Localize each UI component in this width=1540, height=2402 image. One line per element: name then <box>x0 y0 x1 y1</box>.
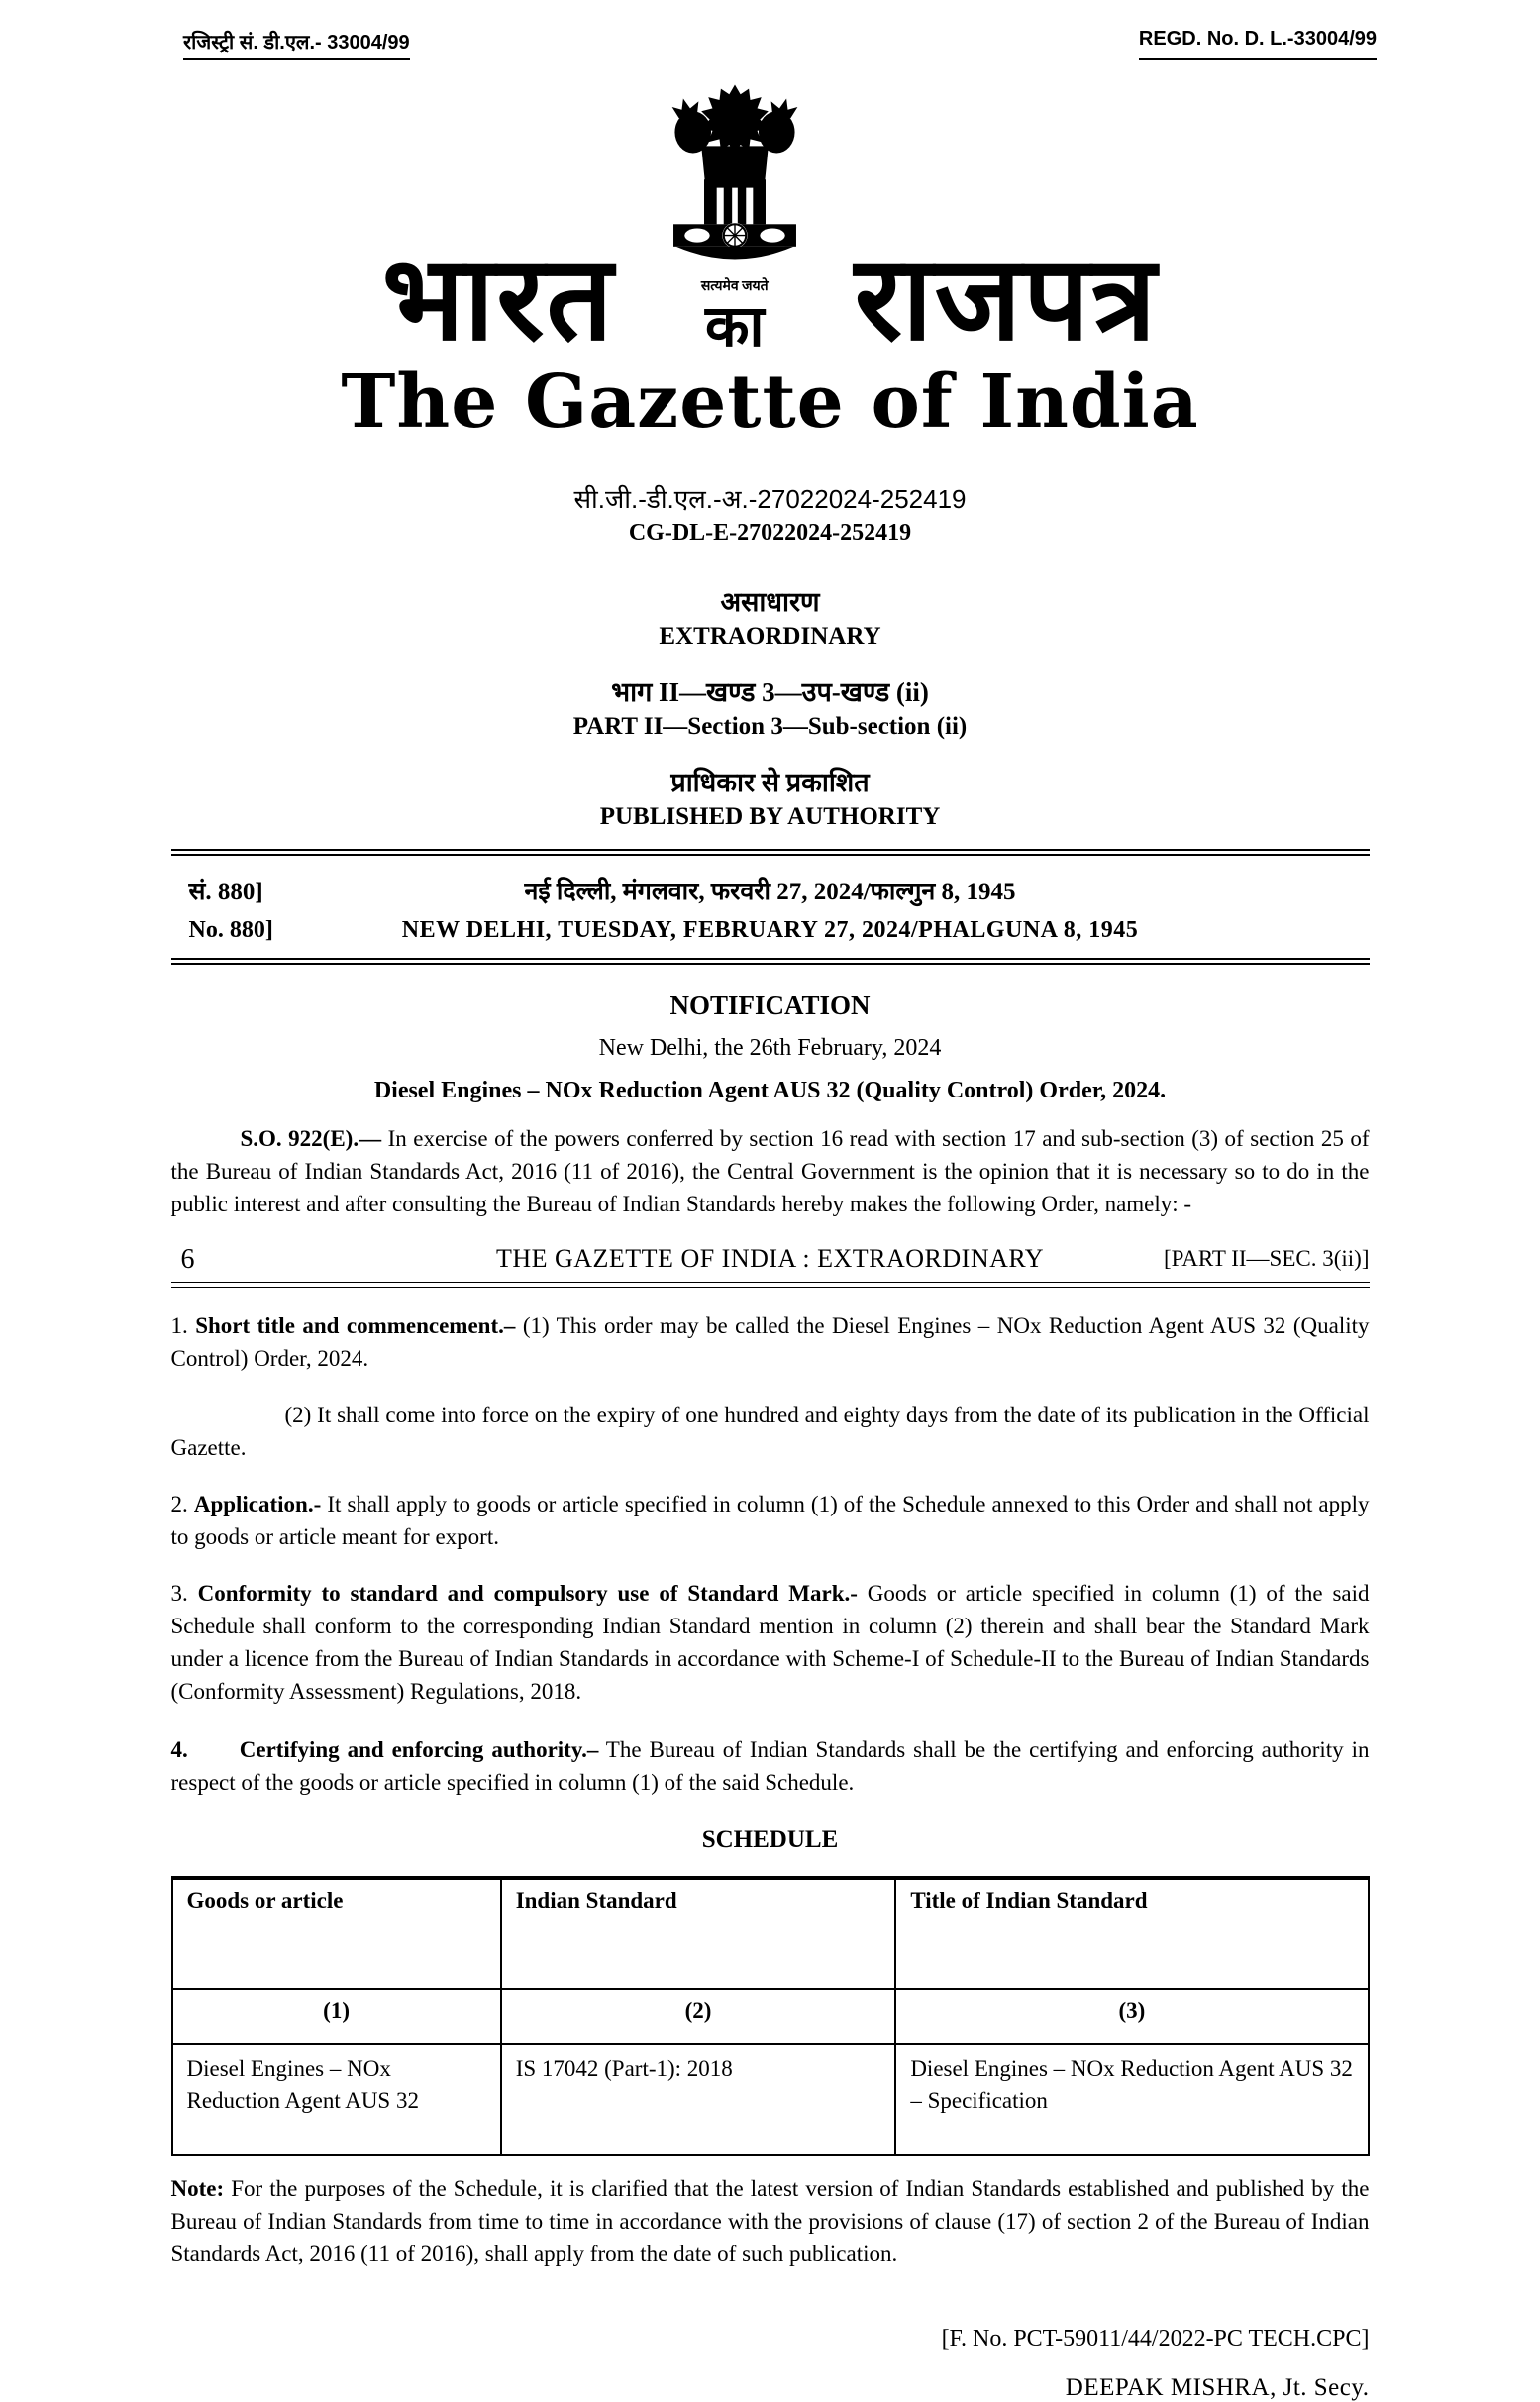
clause-1-text: (1) This order may be called the Diesel Engines – NOx Reduction Agent AUS 32 (Quality Control) Order, 2024. <box>170 1313 1370 1372</box>
gazette-code-hindi: सी.जी.-डी.एल.-अ.-27022024-252419 <box>573 484 967 515</box>
masthead-hindi-center: का <box>704 294 765 359</box>
clause-2-title: Application.- <box>193 1492 322 1517</box>
separator-rule-bottom <box>171 958 1370 965</box>
issue-block <box>171 874 1370 944</box>
clause-1 <box>171 1309 1370 1375</box>
registration-number-english: REGD. No. D. L.-33004/99 <box>1139 28 1377 60</box>
notification-place-date: New Delhi, the 26th February, 2024 <box>598 1035 942 1062</box>
masthead <box>0 76 1540 365</box>
schedule-data-row <box>172 2044 1369 2155</box>
clause-2-number: 2. <box>170 1492 194 1517</box>
note-text: For the purposes of the Schedule, it is clarified that the latest version of Indian Standards established and published by the Bureau of Indian Standards from time to time in accordance with the provisions of clause (17) of section 2 of the Bureau of Indian Standards Act, 2016 (11 of 2016), shall apply from the date of such publication. <box>170 2176 1370 2267</box>
schedule-col-standard: Indian Standard <box>501 1878 896 1989</box>
extraordinary-hindi: असाधारण <box>720 587 820 618</box>
masthead-hindi-left: भारत <box>381 234 615 365</box>
running-header-right: [PART II—SEC. 3(ii)] <box>1163 1246 1370 1272</box>
schedule-col-title: Title of Indian Standard <box>895 1878 1368 1989</box>
schedule-heading: SCHEDULE <box>701 1827 839 1854</box>
registration-number-hindi: रजिस्ट्री सं. डी.एल.- 33004/99 <box>183 28 410 60</box>
issue-row-english <box>171 917 1370 944</box>
gazette-english-title: The Gazette of India <box>341 359 1199 445</box>
clause-1-title: Short title and commencement.– <box>195 1313 516 1339</box>
schedule-colnum-1: (1) <box>172 1989 501 2044</box>
separator-rule-top <box>171 849 1370 856</box>
part-section-english: PART II—Section 3—Sub-section (ii) <box>572 713 968 741</box>
schedule-cell-title: Diesel Engines – NOx Reduction Agent AUS 32 – Specification <box>895 2044 1368 2155</box>
signatory: DEEPAK MISHRA, Jt. Secy. <box>1065 2374 1370 2402</box>
clause-4 <box>171 1733 1370 1799</box>
running-header-rule <box>171 1282 1370 1288</box>
so-text: In exercise of the powers conferred by section 16 read with section 17 and sub-section (3) of section 25 of the Bureau of Indian Standards Act, 2016 (11 of 2016), the Central Government is the opinion that it is necessary so to do in the public interest and after consulting the Bureau of Indian Standards hereby makes the following Order, namely: - <box>170 1126 1370 1217</box>
issue-date-english: NEW DELHI, TUESDAY, FEBRUARY 27, 2024/PHALGUNA 8, 1945 <box>401 917 1139 944</box>
running-header-center: THE GAZETTE OF INDIA : EXTRAORDINARY <box>495 1244 1045 1274</box>
clause-3 <box>171 1577 1370 1708</box>
file-number: [F. No. PCT-59011/44/2022-PC TECH.CPC] <box>941 2326 1370 2352</box>
emblem-motto: सत्यमेव जयते <box>700 279 769 294</box>
schedule-cell-standard: IS 17042 (Part-1): 2018 <box>501 2044 896 2155</box>
clause-4-title: Certifying and enforcing authority.– <box>239 1737 599 1763</box>
lion-capital-icon <box>651 76 819 274</box>
gazette-code-english: CG-DL-E-27022024-252419 <box>628 520 912 547</box>
clause-1-sub-2: (2) It shall come into force on the expiry of one hundred and eighty days from the date of its publication in the Official Gazette. <box>170 1403 1370 1461</box>
extraordinary-english: EXTRAORDINARY <box>659 623 881 651</box>
so-number: S.O. 922(E).— <box>240 1126 382 1152</box>
clause-3-title: Conformity to standard and compulsory use of Standard Mark.- <box>197 1581 858 1607</box>
page-content <box>171 849 1370 2402</box>
note-label: Note: <box>170 2176 225 2202</box>
authority-hindi: प्राधिकार से प्रकाशित <box>670 768 870 798</box>
authority-english: PUBLISHED BY AUTHORITY <box>599 803 941 831</box>
issue-row-hindi <box>171 874 1370 907</box>
schedule-cell-goods: Diesel Engines – NOx Reduction Agent AUS 32 <box>172 2044 501 2155</box>
schedule-colnum-3: (3) <box>895 1989 1368 2044</box>
part-section-hindi: भाग II—खण्ड 3—उप-खण्ड (ii) <box>611 678 929 708</box>
note-paragraph <box>171 2172 1370 2270</box>
clause-3-number: 3. <box>170 1581 198 1607</box>
clause-3-text: Goods or article specified in column (1) of the said Schedule shall conform to the corresponding Indian Standard mention in column (2) therein and shall bear the Standard Mark under a licence from the Bureau of Indian Standards in accordance with Scheme-I of Schedule-II to the Bureau of Indian Standards (Conformity Assessment) Regulations, 2018. <box>170 1581 1370 1705</box>
clause-4-text: The Bureau of Indian Standards shall be the certifying and enforcing authority in respect of the goods or article specified in column (1) of the said Schedule. <box>170 1737 1370 1796</box>
page-number: 6 <box>180 1244 195 1276</box>
order-title: Diesel Engines – NOx Reduction Agent AUS 32 (Quality Control) Order, 2024. <box>373 1078 1167 1104</box>
masthead-hindi-right: राजपत्र <box>854 234 1159 365</box>
clause-4-number: 4. <box>170 1737 188 1763</box>
registration-header <box>0 0 1540 60</box>
schedule-header-row <box>172 1878 1369 1989</box>
issue-date-hindi: नई दिल्ली, मंगलवार, फरवरी 27, 2024/फाल्गुन 8, 1945 <box>524 879 1016 906</box>
so-paragraph <box>171 1122 1370 1220</box>
notification-heading: NOTIFICATION <box>669 991 871 1021</box>
issue-number-hindi: सं. 880] <box>188 879 263 906</box>
clause-2 <box>171 1488 1370 1553</box>
issue-number-english: No. 880] <box>188 917 273 944</box>
clause-2-text: It shall apply to goods or article specified in column (1) of the Schedule annexed to this Order and shall not apply to goods or article meant for export. <box>170 1492 1370 1550</box>
schedule-colnum-row <box>172 1989 1369 2044</box>
clause-1-number: 1. <box>170 1313 196 1339</box>
schedule-colnum-2: (2) <box>501 1989 896 2044</box>
running-header <box>171 1244 1370 1274</box>
national-emblem <box>641 76 829 359</box>
schedule-col-goods: Goods or article <box>172 1878 501 1989</box>
schedule-table <box>171 1876 1370 2156</box>
